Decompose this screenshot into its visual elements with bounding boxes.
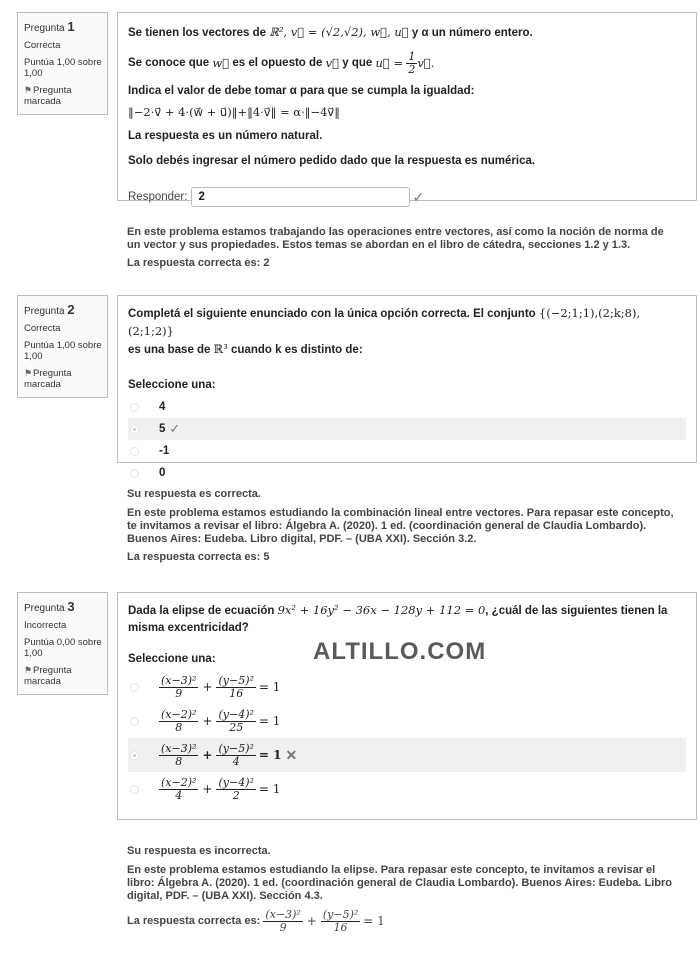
option-expression (159, 743, 282, 768)
fraction-numerator: (x−3)² (161, 741, 197, 755)
fraction-denominator: 9 (175, 686, 183, 700)
fraction-denominator: 9 (279, 921, 287, 934)
radio-button[interactable] (130, 403, 139, 412)
question-text-line: Se tienen los vectores de ℝ², v⃗ = (√2,√2), w⃗, u⃗ y α un número entero. (128, 25, 533, 39)
option-label: 4 (159, 401, 166, 413)
select-label: Seleccione una: (128, 653, 216, 665)
option-expression (159, 709, 280, 734)
fraction-denominator: 4 (232, 754, 240, 768)
plus-sign: + (202, 782, 213, 796)
radio-button[interactable] (130, 469, 139, 478)
option-label: -1 (159, 445, 170, 457)
option-row[interactable] (128, 440, 686, 462)
fraction (216, 709, 255, 734)
option-row[interactable] (128, 670, 686, 704)
radio-button[interactable] (130, 717, 139, 726)
fraction-denominator: 16 (229, 686, 244, 700)
fraction-numerator: (x−2)² (161, 775, 197, 789)
fraction-denominator: 25 (229, 720, 244, 734)
check-icon: ✓ (412, 188, 425, 205)
option-label: 0 (159, 467, 166, 479)
equals-rhs: = 1 (258, 714, 281, 728)
fraction-denominator: 16 (333, 921, 348, 934)
question-text-line: Completá el siguiente enunciado con la única opción correcta. El conjunto {(−2;1;1),(2;k;8),(2;1;2)} es una base de ℝ³ cuando k es distinto de: (128, 306, 641, 356)
answer-label: Responder: (128, 191, 188, 203)
options-list (128, 670, 686, 806)
feedback-status: Su respuesta es correcta. (127, 488, 261, 500)
question-state: Incorrecta (24, 620, 67, 631)
option-row[interactable] (128, 704, 686, 738)
fraction-numerator: (y−4)² (218, 775, 254, 789)
option-row[interactable] (128, 462, 686, 484)
question-text-line: Se conoce que w⃗ es el opuesto de v⃗ y que u⃗ = $\frac{1}{2}$ v⃗. (128, 49, 435, 76)
fraction (159, 709, 198, 734)
radio-button[interactable] (130, 751, 139, 760)
cross-icon: ✕ (285, 746, 298, 763)
correct-answer-expression (263, 909, 384, 934)
correct-answer: La respuesta correcta es: 2 (127, 257, 270, 269)
fraction-denominator: 4 (175, 788, 183, 802)
question-state: Correcta (24, 323, 61, 334)
option-expression (159, 675, 280, 700)
question-text-line: Dada la elipse de ecuación 9x² + 16y² − 36x − 128y + 112 = 0, ¿cuál de las siguientes tienen la misma excentricidad? (128, 603, 668, 634)
plus-sign: + (202, 714, 213, 728)
question-content-3 (117, 592, 697, 820)
option-expression (159, 777, 280, 802)
option-row[interactable] (128, 396, 686, 418)
watermark: ALTILLO.COM (313, 638, 487, 665)
question-grade: Puntúa 1,00 sobre 1,00 (24, 340, 102, 362)
feedback-1 (127, 226, 675, 270)
fraction: $\frac{1}{2}$ (408, 49, 416, 76)
fraction-numerator: (y−5)² (218, 673, 254, 687)
fraction (159, 675, 198, 700)
radio-button[interactable] (130, 785, 139, 794)
feedback-status: Su respuesta es incorrecta. (127, 845, 271, 857)
question-number: Pregunta 2 (24, 302, 75, 317)
question-grade: Puntúa 0,00 sobre 1,00 (24, 637, 102, 659)
question-number: Pregunta 3 (24, 599, 75, 614)
options-list (128, 396, 686, 484)
fraction (216, 743, 255, 768)
equals-rhs: = 1 (258, 680, 281, 694)
radio-button[interactable] (130, 447, 139, 456)
fraction-numerator: (x−3)² (161, 673, 197, 687)
question-content-1 (117, 12, 697, 205)
question-text-line: Indica el valor de debe tomar α para que se cumpla la igualdad: (128, 85, 475, 97)
plus-sign: + (306, 914, 317, 928)
question-info-3 (17, 592, 108, 695)
fraction (216, 675, 255, 700)
flag-icon: ⚑ (24, 665, 33, 675)
plus-sign: + (202, 680, 213, 694)
option-row[interactable] (128, 772, 686, 806)
question-equation: ‖−2·v⃗ + 4·(w⃗ + u⃗)‖+‖4·v⃗‖ = α·‖−4v⃗‖ (128, 105, 340, 119)
correct-answer-label: La respuesta correcta es: (127, 915, 261, 927)
answer-input[interactable] (191, 187, 410, 207)
fraction (159, 777, 198, 802)
feedback-2 (127, 488, 675, 564)
flag-icon: ⚑ (24, 368, 33, 378)
question-info-1 (17, 12, 108, 115)
fraction-numerator: (x−2)² (161, 707, 197, 721)
question-content-2 (117, 295, 697, 479)
plus-sign: + (202, 748, 213, 762)
flag-question-link[interactable]: ⚑Pregunta marcada (24, 85, 72, 107)
fraction-denominator: 2 (232, 788, 240, 802)
equals-rhs: = 1 (363, 914, 385, 928)
flag-icon: ⚑ (24, 85, 33, 95)
feedback-text: En este problema estamos estudiando la elipse. Para repasar este concepto, te invitamos a revisar el libro: Álgebra A. (2020). 1 ed. (coordinación general de Claudia Lombardo). Buenos Aires: Eudeba. Libro digital, PDF. – (UBA XXI). Sección 4.3. (127, 864, 672, 902)
question-grade: Puntúa 1,00 sobre 1,00 (24, 57, 102, 79)
answer-row (128, 187, 686, 207)
fraction-denominator: 8 (175, 754, 183, 768)
fraction-numerator: (x−3)² (265, 908, 301, 921)
feedback-3 (127, 845, 675, 934)
correct-answer: La respuesta correcta es: 5 (127, 551, 270, 563)
fraction-numerator: (y−4)² (218, 707, 254, 721)
check-icon: ✓ (169, 421, 181, 436)
radio-button[interactable] (130, 683, 139, 692)
correct-answer (127, 909, 675, 934)
question-info-2 (17, 295, 108, 398)
fraction-denominator: 8 (175, 720, 183, 734)
fraction (159, 743, 198, 768)
question-state: Correcta (24, 40, 61, 51)
option-row[interactable] (128, 738, 686, 772)
fraction (216, 777, 255, 802)
fraction-numerator: (y−5)² (322, 908, 359, 921)
option-label: 5 (159, 423, 166, 435)
question-number: Pregunta 1 (24, 19, 75, 34)
radio-button[interactable] (130, 425, 139, 434)
question-text-line: Solo debés ingresar el número pedido dado que la respuesta es numérica. (128, 155, 536, 167)
option-row[interactable] (128, 418, 686, 440)
equals-rhs: = 1 (258, 748, 282, 762)
fraction (263, 909, 302, 934)
fraction (321, 909, 360, 934)
flag-question-link[interactable]: ⚑Pregunta marcada (24, 665, 72, 687)
feedback-text: En este problema estamos estudiando la combinación lineal entre vectores. Para repasar este concepto, te invitamos a revisar el libro: Álgebra A. (2020). 1 ed. (coordinación general de Claudia Lombardo). Buenos Aires: Eudeba. Libro digital, PDF. – (UBA XXI). Sección 3.2. (127, 507, 674, 545)
equals-rhs: = 1 (258, 782, 281, 796)
fraction-numerator: (y−5)² (218, 741, 254, 755)
flag-question-link[interactable]: ⚑Pregunta marcada (24, 368, 72, 390)
select-label: Seleccione una: (128, 379, 216, 391)
question-text-line: La respuesta es un número natural. (128, 130, 323, 142)
feedback-text: En este problema estamos trabajando las operaciones entre vectores, así como la noción de norma de un vector y sus propiedades. Estos temas se abordan en el libro de cátedra, secciones 1.2 y 1.3. (127, 226, 664, 251)
